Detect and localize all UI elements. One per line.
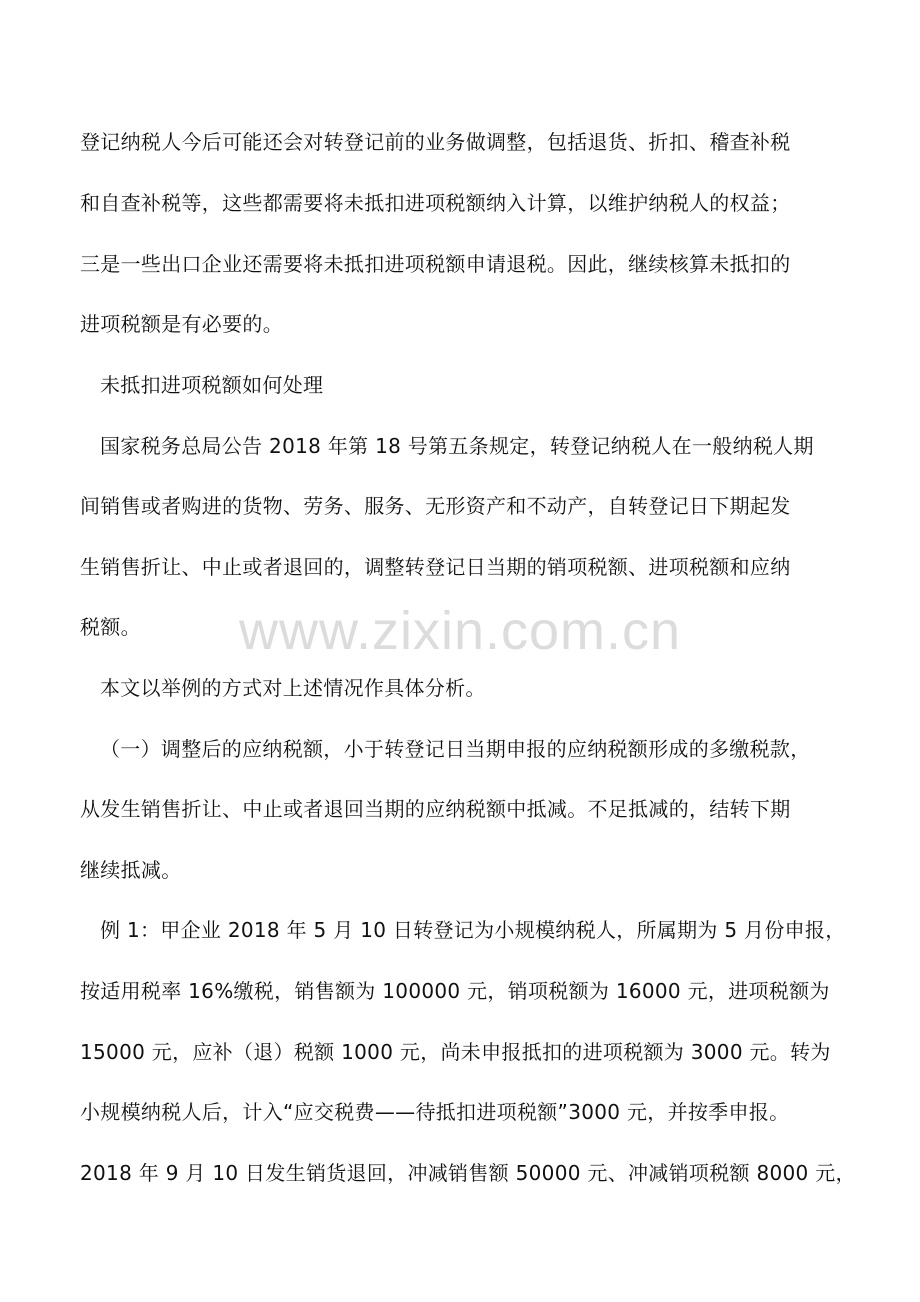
paragraph-line: 从发生销售折让、中止或者退回当期的应纳税额中抵减。不足抵减的，结转下期 xyxy=(80,797,791,821)
paragraph-line: 15000 元，应补（退）税额 1000 元，尚未申报抵扣的进项税额为 3000 元。转为 xyxy=(80,1040,831,1064)
paragraph-line: （一）调整后的应纳税额，小于转登记日当期申报的应纳税额形成的多缴税款， xyxy=(100,737,811,761)
paragraph-line: 和自查补税等，这些都需要将未抵扣进项税额纳入计算，以维护纳税人的权益； xyxy=(80,191,791,215)
paragraph-line: 国家税务总局公告 2018 年第 18 号第五条规定，转登记纳税人在一般纳税人期 xyxy=(100,434,814,458)
paragraph-line: 进项税额是有必要的。 xyxy=(80,312,283,336)
paragraph-line: 本文以举例的方式对上述情况作具体分析。 xyxy=(100,676,486,700)
paragraph-line: 登记纳税人今后可能还会对转登记前的业务做调整，包括退货、折扣、稽查补税 xyxy=(80,130,791,154)
paragraph-line: 继续抵减。 xyxy=(80,858,182,882)
paragraph-line: 按适用税率 16%缴税，销售额为 100000 元，销项税额为 16000 元，进项税额为 xyxy=(80,979,830,1003)
paragraph-line: 例 1：甲企业 2018 年 5 月 10 日转登记为小规模纳税人，所属期为 5 月份申报， xyxy=(100,918,846,942)
paragraph-line: 间销售或者购进的货物、劳务、服务、无形资产和不动产，自转登记日下期起发 xyxy=(80,494,791,518)
watermark: www.zixin.com.cn xyxy=(238,601,682,661)
paragraph-line: 生销售折让、中止或者退回的，调整转登记日当期的销项税额、进项税额和应纳 xyxy=(80,555,791,579)
paragraph-line: 税额。 xyxy=(80,615,141,639)
paragraph-line: 三是一些出口企业还需要将未抵扣进项税额申请退税。因此，继续核算未抵扣的 xyxy=(80,252,791,276)
section-heading: 未抵扣进项税额如何处理 xyxy=(100,373,324,397)
paragraph-line: 小规模纳税人后，计入“应交税费——待抵扣进项税额”3000 元，并按季申报。 xyxy=(80,1100,790,1124)
paragraph-line: 2018 年 9 月 10 日发生销货退回，冲减销售额 50000 元、冲减销项税额 8000 元， xyxy=(80,1161,856,1185)
